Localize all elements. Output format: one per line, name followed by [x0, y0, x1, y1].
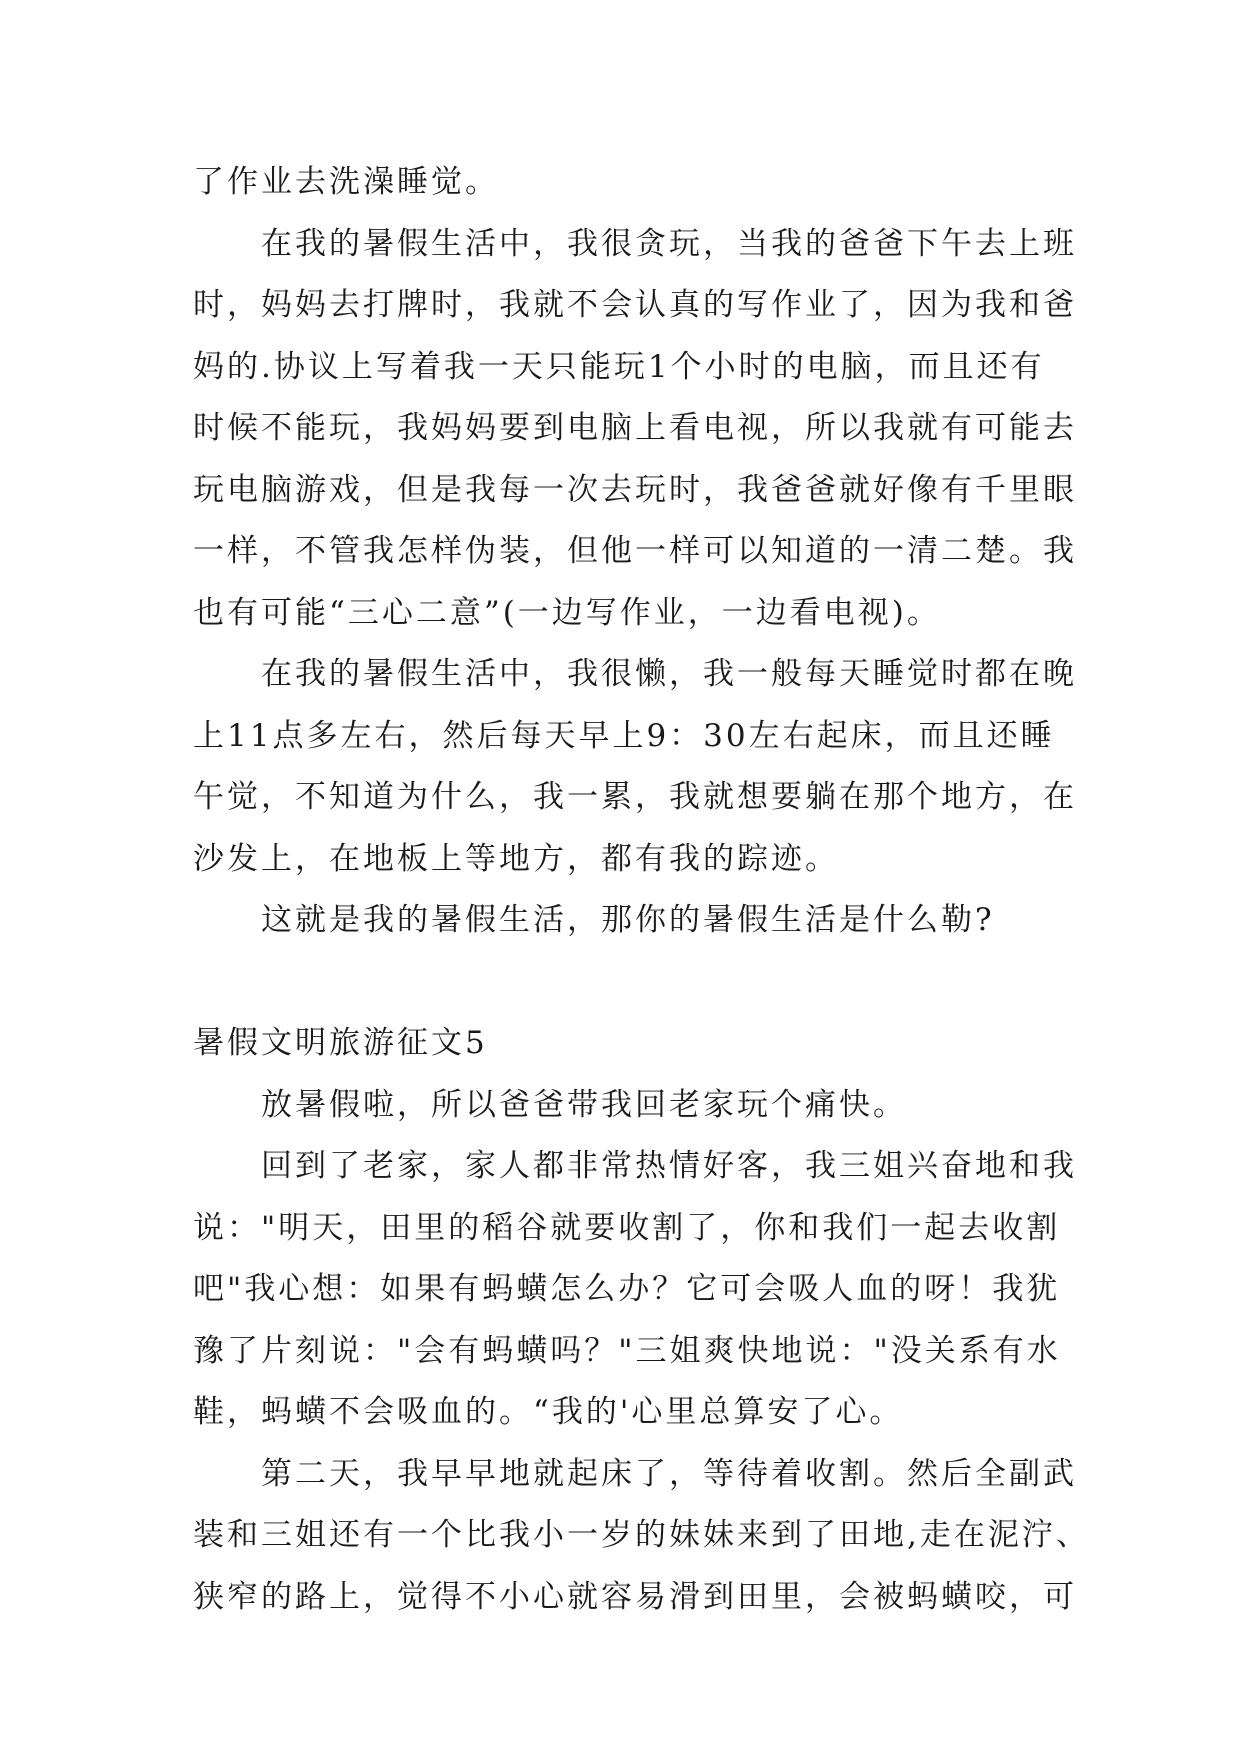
text-line: 鞋，蚂蟥不会吸血的。“我的'心里总算安了心。: [193, 1394, 904, 1430]
section-title: 暑假文明旅游征文5: [193, 1025, 488, 1061]
text-line: 时，妈妈去打牌时，我就不会认真的写作业了，因为我和爸: [193, 287, 1077, 323]
section-spacer: [193, 952, 1049, 1014]
text-line: 也有可能“三心二意”(一边写作业，一边看电视)。: [193, 594, 941, 631]
text-line: 在我的暑假生活中，我很贪玩，当我的爸爸下午去上班: [193, 225, 1077, 262]
text-line: 了作业去洗澡睡觉。: [193, 164, 499, 200]
text-line: 妈的.协议上写着我一天只能玩1个小时的电脑，而且还有: [193, 348, 1045, 385]
text-line: 在我的暑假生活中，我很懒，我一般每天睡觉时都在晚: [193, 656, 1077, 692]
text-line: 吧"我心想：如果有蚂蟥怎么办？它可会吸人血的呀！我犹: [193, 1271, 1061, 1307]
text-line: 说："明天，田里的稻谷就要收割了，你和我们一起去收割: [193, 1209, 1061, 1246]
text-line: 玩电脑游戏，但是我每一次去玩时，我爸爸就好像有千里眼: [193, 471, 1077, 508]
text-line: 豫了片刻说："会有蚂蟥吗？"三姐爽快地说："没关系有水: [193, 1332, 1061, 1369]
text-line: 上11点多左右，然后每天早上9：30左右起床，而且还睡: [193, 717, 1055, 754]
text-line: 狭窄的路上，觉得不小心就容易滑到田里，会被蚂蟥咬，可: [193, 1578, 1077, 1615]
text-line: 沙发上，在地板上等地方，都有我的踪迹。: [193, 840, 839, 877]
document-body: [193, 152, 1090, 1628]
text-line: 装和三姐还有一个比我小一岁的妹妹来到了田地,走在泥泞、: [193, 1517, 1090, 1553]
text-line: 这就是我的暑假生活，那你的暑假生活是什么勒?: [193, 902, 995, 938]
text-line: 时候不能玩，我妈妈要到电脑上看电视，所以我就有可能去: [193, 410, 1077, 446]
text-line: 回到了老家，家人都非常热情好客，我三姐兴奋地和我: [193, 1148, 1077, 1184]
text-line: 第二天，我早早地就起床了，等待着收割。然后全副武: [193, 1455, 1077, 1492]
text-line: 一样，不管我怎样伪装，但他一样可以知道的一清二楚。我: [193, 533, 1077, 569]
text-line: 放暑假啦，所以爸爸带我回老家玩个痛快。: [193, 1086, 907, 1123]
text-line: 午觉，不知道为什么，我一累，我就想要躺在那个地方，在: [193, 779, 1077, 815]
